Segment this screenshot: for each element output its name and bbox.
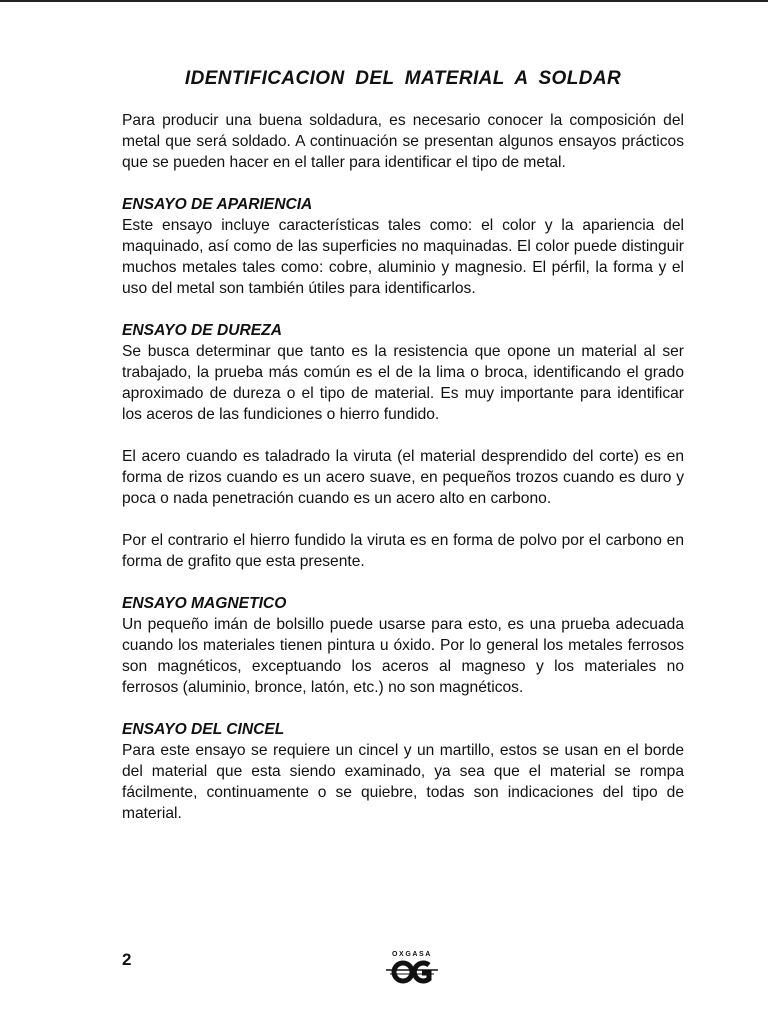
section-heading: ENSAYO DEL CINCEL (122, 721, 285, 738)
intro-paragraph: Para producir una buena soldadura, es necesario conocer la composición del metal que será soldado. A continuación se presentan algunos ensayos prácticos que se pueden hacer en el taller para identificar el tipo de metal. (122, 112, 684, 171)
section-paragraph: Para este ensayo se requiere un cincel y un martillo, estos se usan en el borde del material que esta siendo examinado, ya sea que el material se rompa fácilmente, continuamente o se quiebre, todas son indicaciones del tipo de material. (122, 742, 684, 822)
section-heading: ENSAYO DE DUREZA (122, 322, 282, 339)
document-title: IDENTIFICACION DEL MATERIAL A SOLDAR (184, 68, 622, 89)
section-dureza (122, 320, 684, 572)
section-magnetico (122, 593, 684, 698)
page-footer (0, 944, 768, 988)
section-paragraph: Por el contrario el hierro fundido la viruta es en forma de polvo por el carbono en forma de grafito que esta presente. (122, 532, 684, 570)
top-border-line (0, 0, 768, 2)
section-paragraph: Un pequeño imán de bolsillo puede usarse para esto, es una prueba adecuada cuando los materiales tienen pintura u óxido. Por lo general los metales ferrosos son magnéticos, exceptuando los aceros al magneso y los materiales no ferrosos (aluminio, bronce, latón, etc.) no son magnéticos. (122, 616, 684, 696)
page-number: 2 (122, 950, 132, 969)
document-page (122, 64, 684, 824)
section-heading: ENSAYO DE APARIENCIA (122, 196, 313, 213)
section-heading: ENSAYO MAGNETICO (122, 595, 287, 612)
section-paragraph: El acero cuando es taladrado la viruta (el material desprendido del corte) es en forma de rizos cuando es un acero suave, en pequeños trozos cuando es duro y poca o nada penetración cuando es un acero alto en carbono. (122, 448, 684, 507)
logo-wordmark: OXGASA (392, 951, 432, 958)
section-cincel (122, 719, 684, 824)
og-monogram-icon (384, 948, 440, 986)
section-paragraph: Se busca determinar que tanto es la resistencia que opone un material al ser trabajado, la prueba más común es el de la lima o broca, identificando el grado aproximado de dureza o el tipo de material. Es muy importante para identificar los aceros de las fundiciones o hierro fundido. (122, 343, 684, 423)
section-paragraph: Este ensayo incluye características tales como: el color y la apariencia del maquinado, así como de las superficies no maquinadas. El color puede distinguir muchos metales tales como: cobre, aluminio y magnesio. El pérfil, la forma y el uso del metal son también útiles para identificarlos. (122, 217, 684, 297)
section-apariencia (122, 194, 684, 299)
